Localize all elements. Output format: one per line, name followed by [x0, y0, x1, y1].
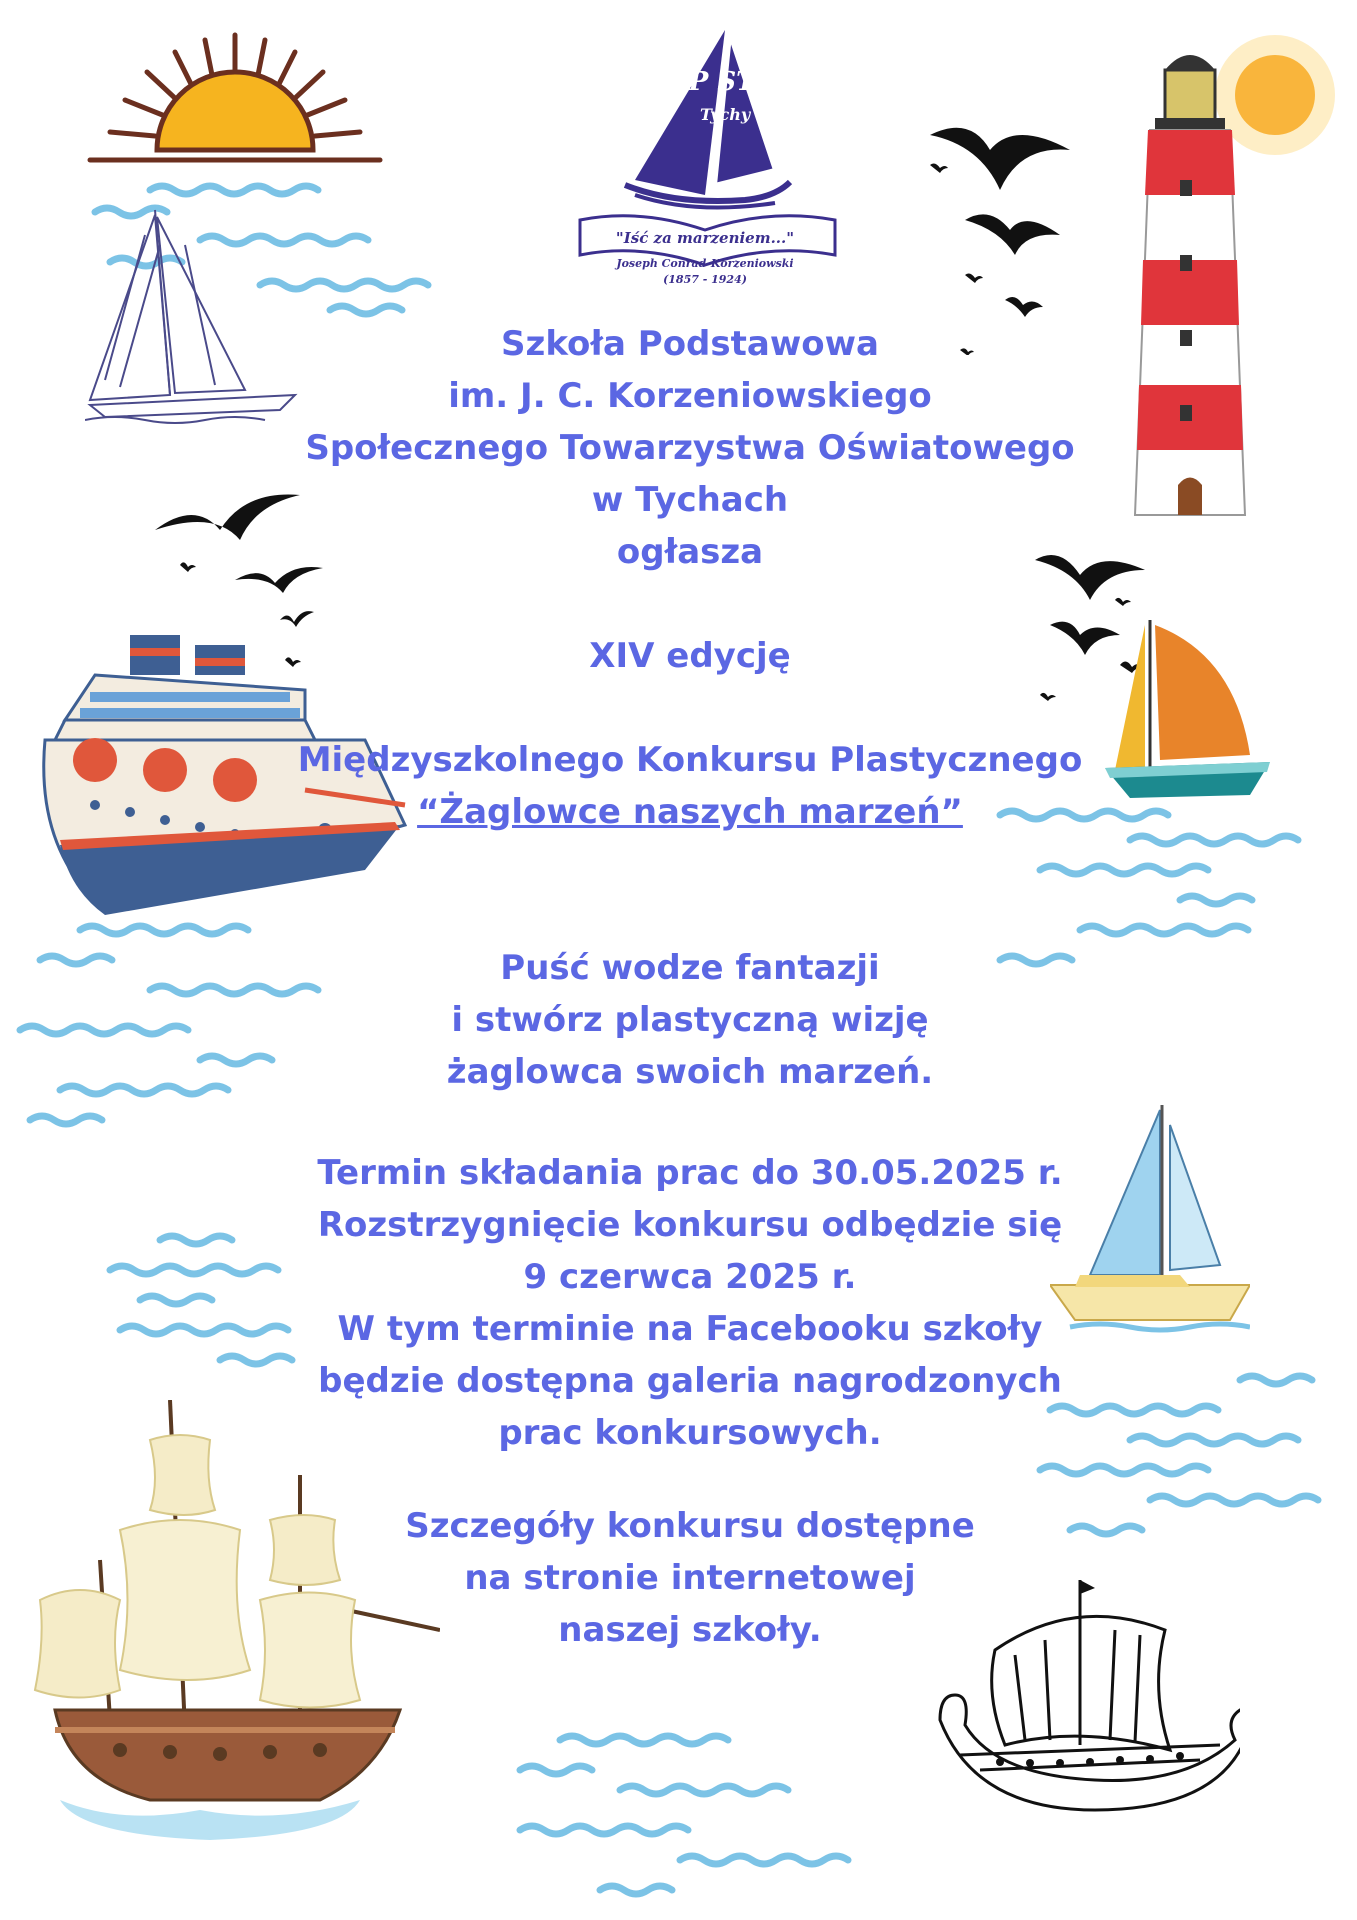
schedule-line-5: będzie dostępna galeria nagrodzonych — [318, 1361, 1062, 1401]
details-block — [250, 1500, 1130, 1656]
schedule-line-4: W tym terminie na Facebooku szkoły — [337, 1309, 1043, 1349]
invitation-block — [250, 942, 1130, 1098]
school-name-line-3: Społecznego Towarzystwa Oświatowego — [305, 428, 1075, 468]
school-name-line-4: w Tychach — [591, 480, 789, 520]
schedule-line-2: Rozstrzygnięcie konkursu odbędzie się — [317, 1205, 1063, 1245]
details-line-2: na stronie internetowej — [464, 1558, 916, 1598]
logo-motto: "Iść za marzeniem..." — [615, 229, 795, 247]
edition-line: XIV edycję — [589, 636, 791, 676]
contest-name: Międzyszkolnego Konkursu Plastycznego — [297, 740, 1083, 780]
schedule-block — [250, 1147, 1130, 1459]
invitation-line-2: i stwórz plastyczną wizję — [451, 1000, 929, 1040]
lighthouse-illustration — [1110, 20, 1350, 520]
logo-abbr: SP STO — [670, 67, 779, 97]
contest-title: “Żaglowce naszych marzeń” — [417, 792, 963, 832]
schedule-line-1: Termin składania prac do 30.05.2025 r. — [317, 1153, 1063, 1193]
announces-line: ogłasza — [616, 532, 764, 572]
school-name-line-2: im. J. C. Korzeniowskiego — [448, 376, 932, 416]
details-line-3: naszej szkoły. — [558, 1610, 822, 1650]
details-line-1: Szczegóły konkursu dostępne — [405, 1506, 975, 1546]
invitation-line-1: Puść wodze fantazji — [500, 948, 880, 988]
school-name-line-1: Szkoła Podstawowa — [501, 324, 879, 364]
schedule-line-6: prac konkursowych. — [498, 1413, 882, 1453]
logo-patron: Joseph Conrad-Korzeniowski — [616, 257, 794, 270]
logo-city: Tychy — [700, 105, 751, 124]
announcement-block — [250, 318, 1130, 838]
logo-years: (1857 - 1924) — [663, 273, 747, 286]
school-logo — [575, 20, 845, 290]
invitation-line-3: żaglowca swoich marzeń. — [446, 1052, 934, 1092]
orange-sailboat-illustration — [1105, 620, 1285, 800]
sun-illustration — [85, 20, 385, 180]
schedule-line-3: 9 czerwca 2025 r. — [523, 1257, 857, 1297]
